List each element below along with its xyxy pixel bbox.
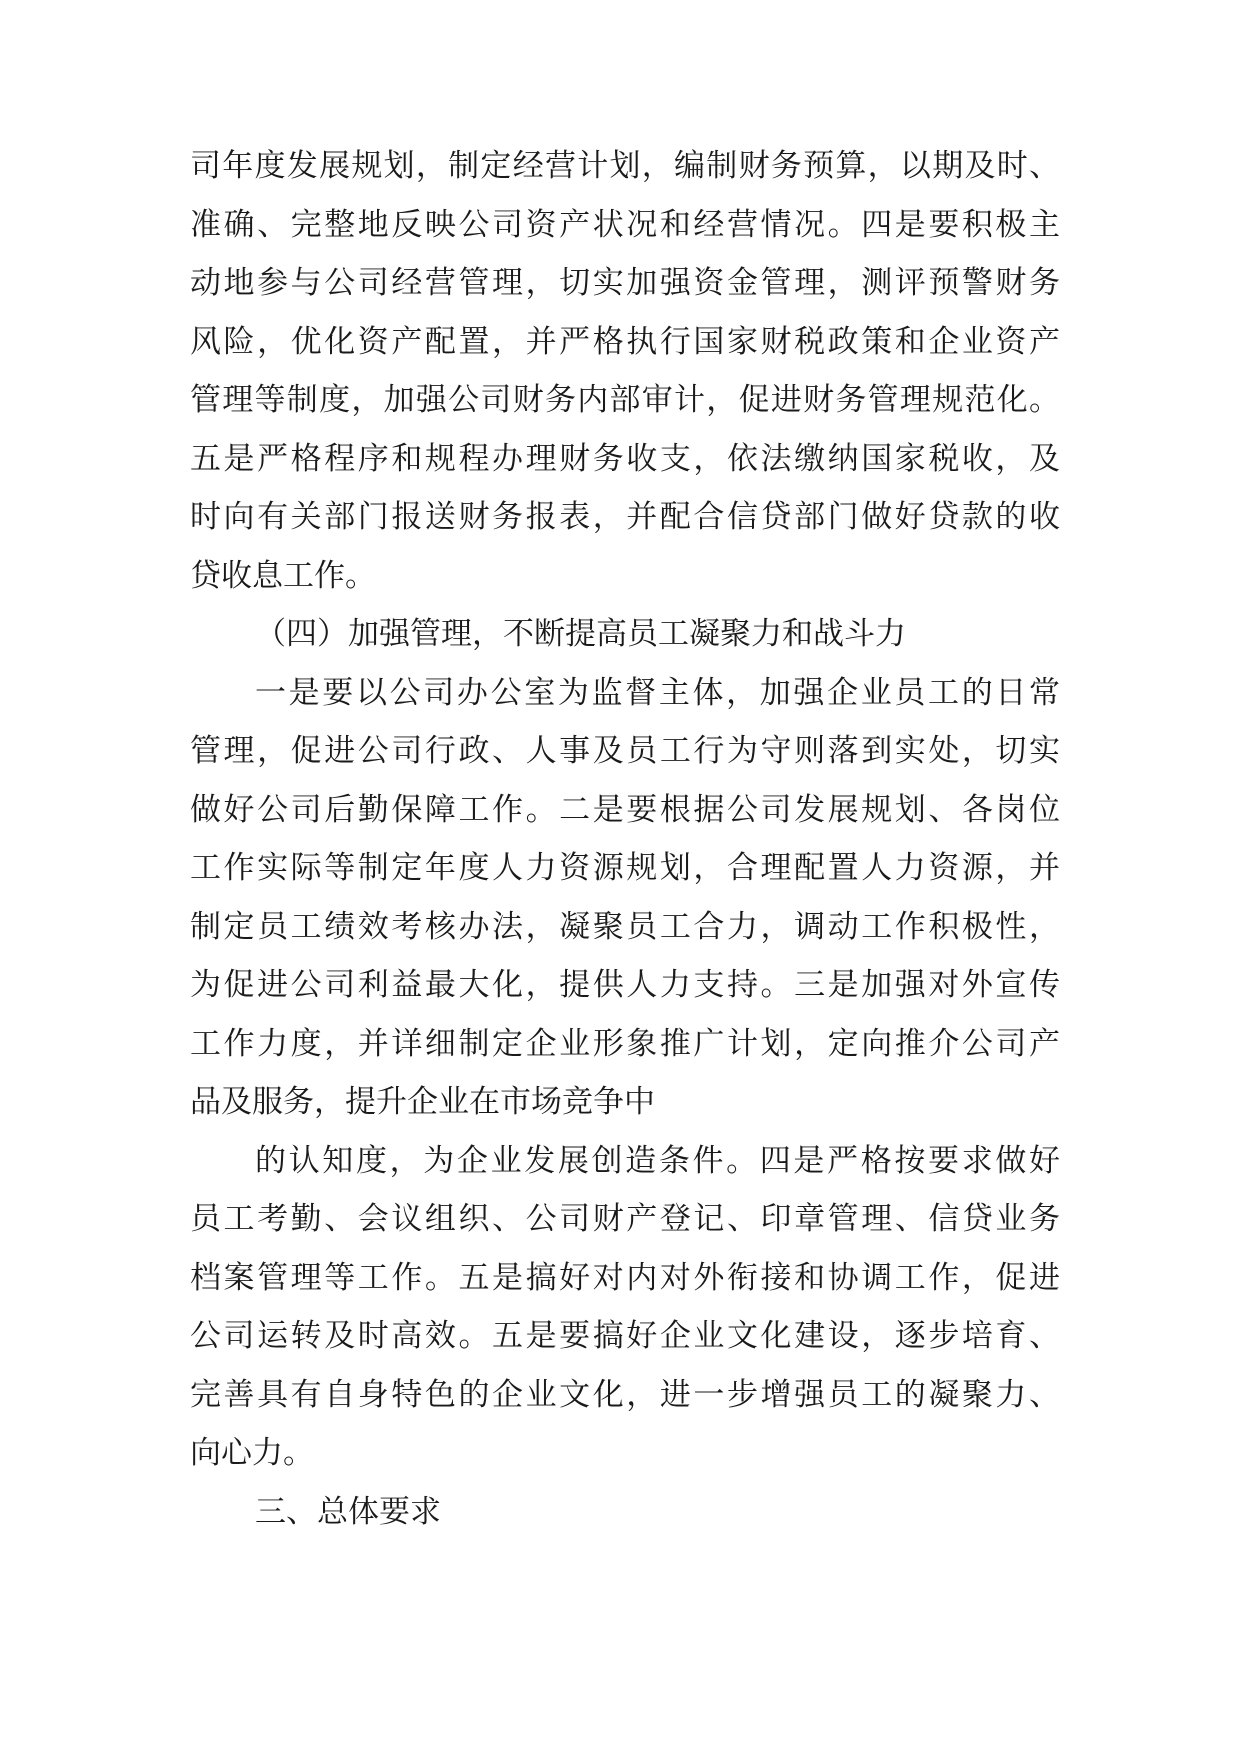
paragraph-line: 管理，促进公司行政、人事及员工行为守则落到实处，切实 xyxy=(190,733,1060,769)
paragraph-line: 制定员工绩效考核办法，凝聚员工合力，调动工作积极性， xyxy=(190,909,1060,945)
paragraph-line: 工作力度，并详细制定企业形象推广计划，定向推介公司产 xyxy=(190,1026,1060,1062)
paragraph-line: 一是要以公司办公室为监督主体，加强企业员工的日常 xyxy=(255,675,1060,711)
paragraph-line: 做好公司后勤保障工作。二是要根据公司发展规划、各岗位 xyxy=(190,792,1060,828)
paragraph-line: 员工考勤、会议组织、公司财产登记、印章管理、信贷业务 xyxy=(190,1201,1060,1237)
paragraph-line: 为促进公司利益最大化，提供人力支持。三是加强对外宣传 xyxy=(190,967,1060,1003)
paragraph-line: 管理等制度，加强公司财务内部审计，促进财务管理规范化。 xyxy=(190,382,1060,418)
paragraph-line: 时向有关部门报送财务报表，并配合信贷部门做好贷款的收 xyxy=(190,499,1060,535)
paragraph-line: 的认知度，为企业发展创造条件。四是严格按要求做好 xyxy=(255,1143,1060,1179)
paragraph-line: 品及服务，提升企业在市场竞争中 xyxy=(190,1084,655,1120)
paragraph-line: 完善具有自身特色的企业文化，进一步增强员工的凝聚力、 xyxy=(190,1377,1060,1413)
paragraph-line: 向心力。 xyxy=(190,1435,314,1471)
paragraph-line: 准确、完整地反映公司资产状况和经营情况。四是要积极主 xyxy=(190,207,1060,243)
paragraph-line: 动地参与公司经营管理，切实加强资金管理，测评预警财务 xyxy=(190,265,1060,301)
paragraph-line: 工作实际等制定年度人力资源规划，合理配置人力资源，并 xyxy=(190,850,1060,886)
section-heading: （四）加强管理，不断提高员工凝聚力和战斗力 xyxy=(255,616,906,652)
paragraph-line: 风险，优化资产配置，并严格执行国家财税政策和企业资产 xyxy=(190,324,1060,360)
paragraph-line: 五是严格程序和规程办理财务收支，依法缴纳国家税收，及 xyxy=(190,441,1060,477)
paragraph-line: 贷收息工作。 xyxy=(190,558,376,594)
paragraph-line: 公司运转及时高效。五是要搞好企业文化建设，逐步培育、 xyxy=(190,1318,1060,1354)
paragraph-line: 司年度发展规划，制定经营计划，编制财务预算，以期及时、 xyxy=(190,148,1060,184)
section-heading: 三、总体要求 xyxy=(255,1494,441,1530)
paragraph-line: 档案管理等工作。五是搞好对内对外衔接和协调工作，促进 xyxy=(190,1260,1060,1296)
